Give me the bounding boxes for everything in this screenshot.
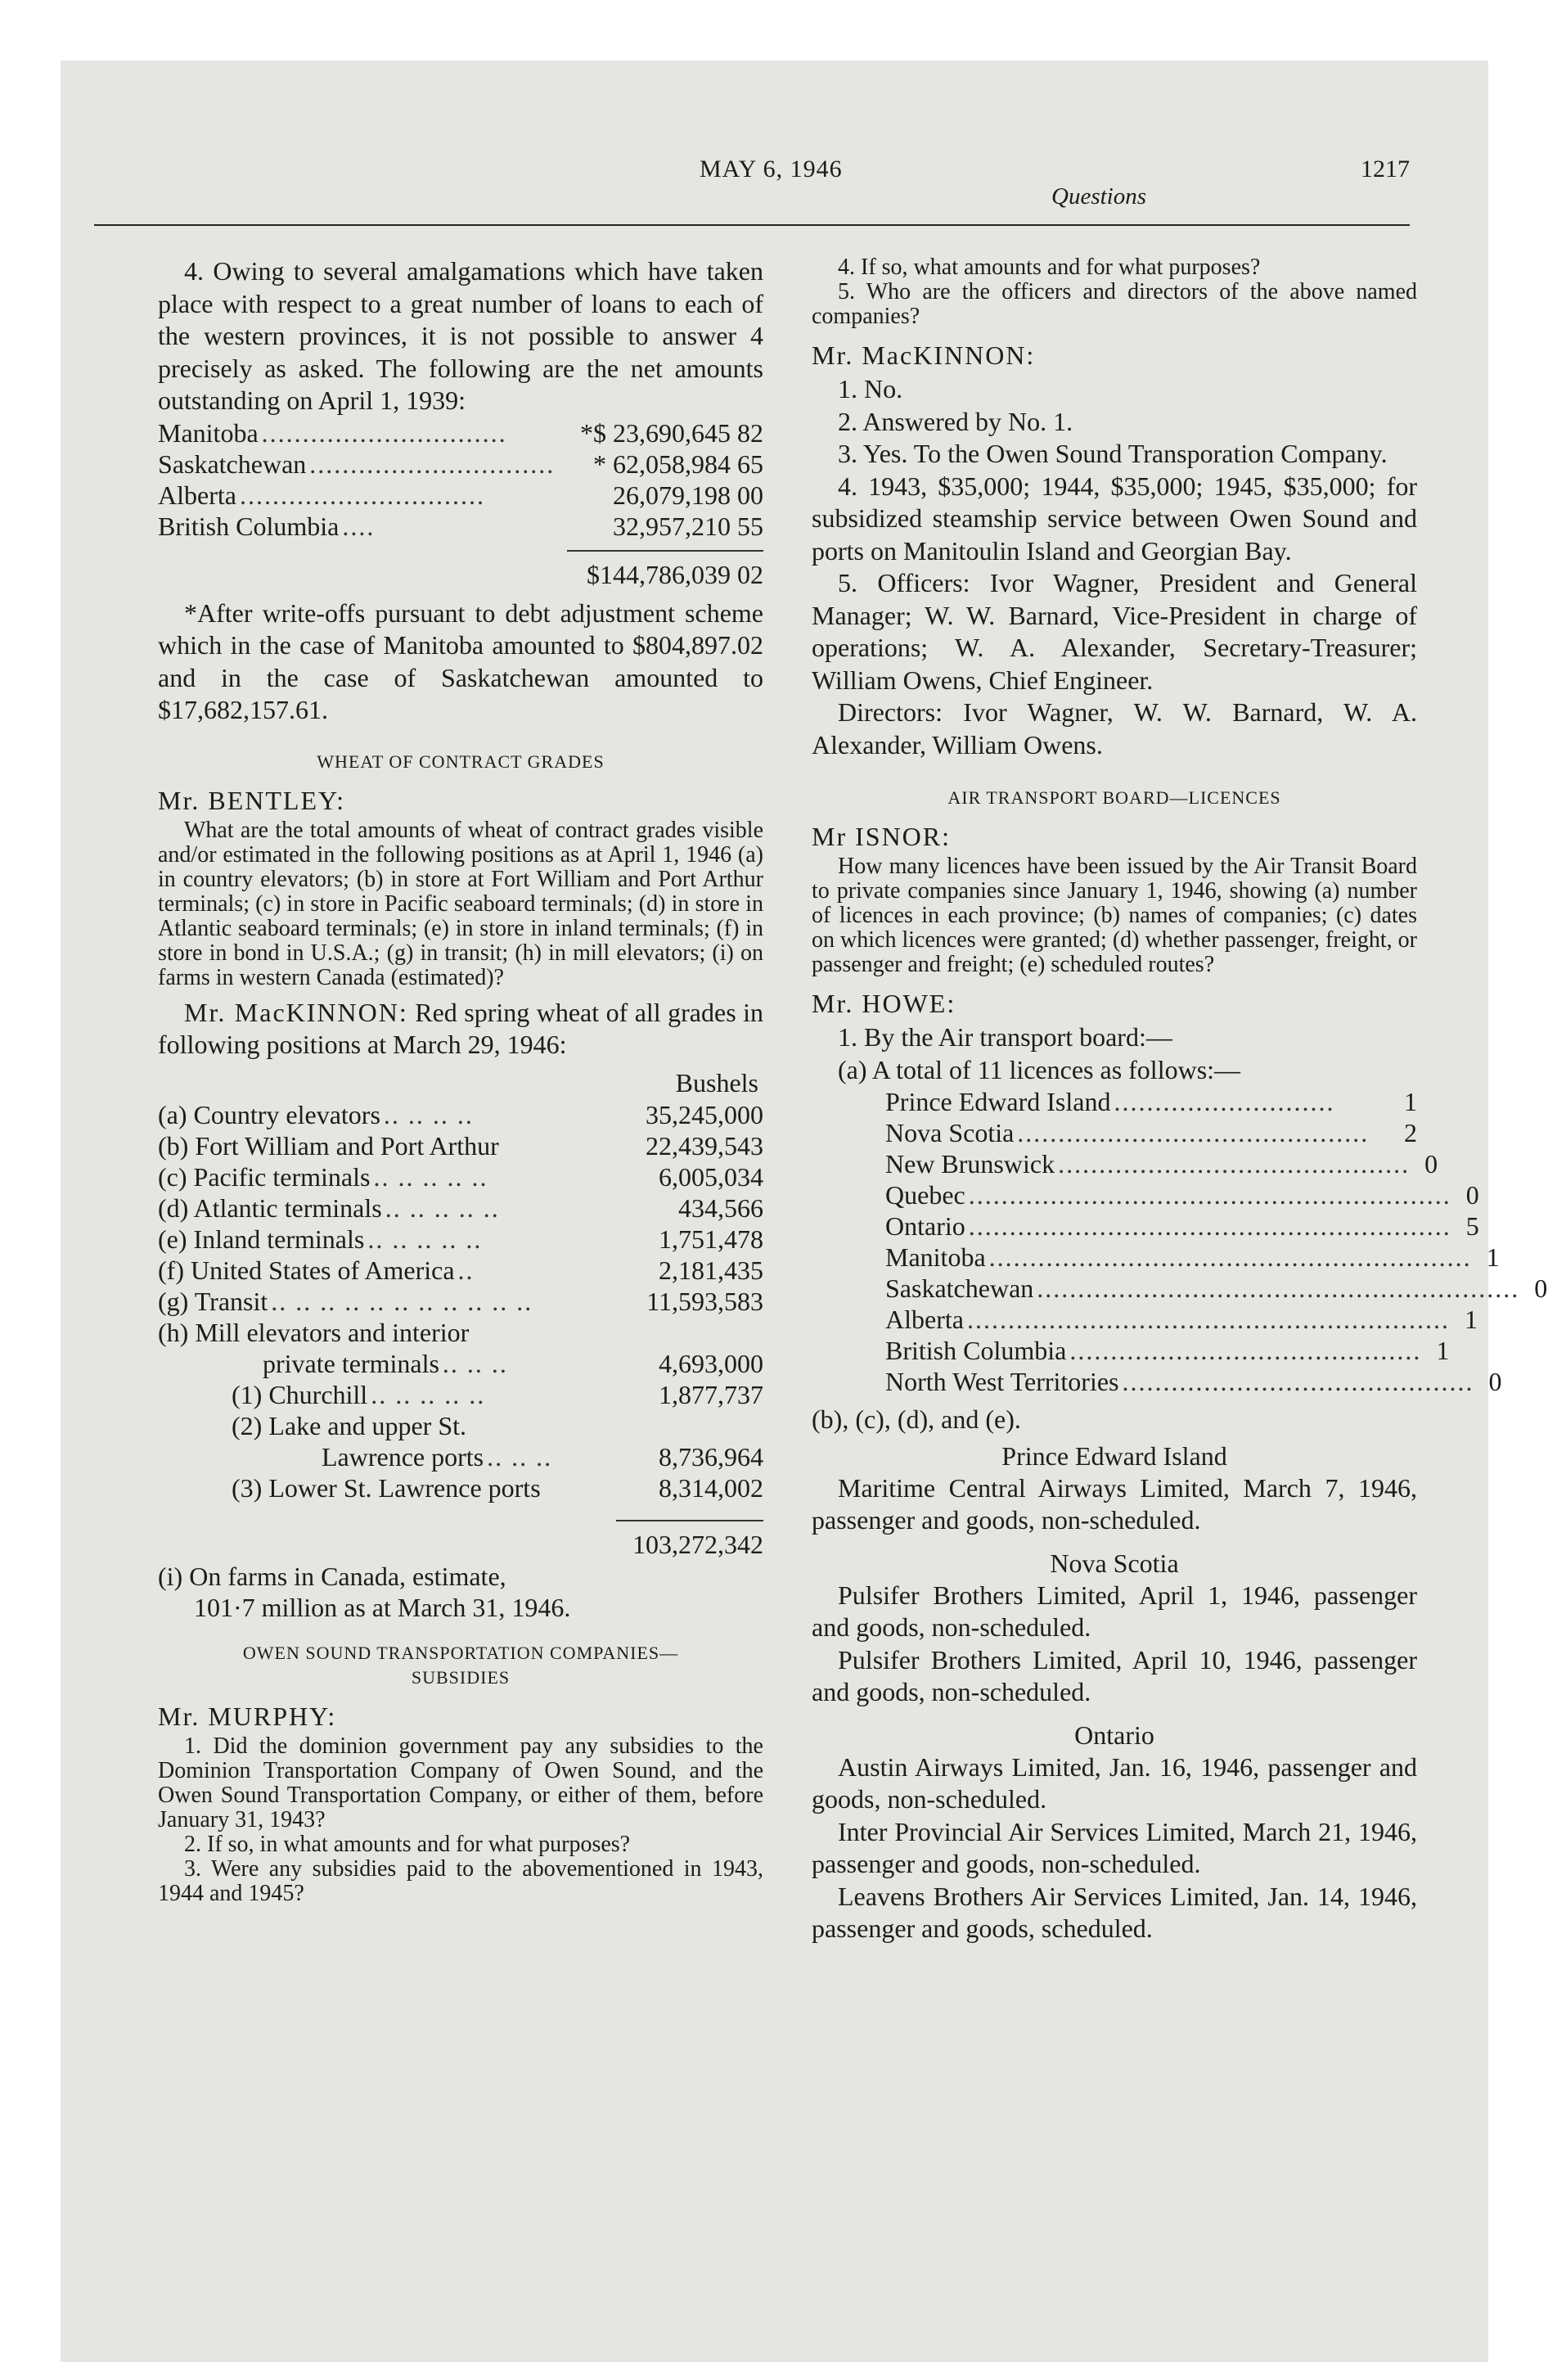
wheat-label: (2) Lake and upper St. xyxy=(232,1410,467,1440)
wheat-row-mill-line1 xyxy=(158,1317,763,1348)
wheat-row: (g) Transit .. .. .. .. .. .. .. .. .. .. .. 11,593,583 xyxy=(158,1286,763,1316)
owen-answer-2: 2. Answered by No. 1. xyxy=(838,406,1073,436)
licence-province: British Columbia xyxy=(885,1336,1067,1365)
licence-count: 1 xyxy=(1464,1305,1478,1334)
licence-row: Nova Scotia ........................................... 2 xyxy=(885,1118,1417,1147)
owen-heading xyxy=(158,1641,763,1690)
wheat-row: (c) Pacific terminals .. .. .. .. .. 6,005,034 xyxy=(158,1161,763,1192)
wheat-amount: 6,005,034 xyxy=(659,1161,763,1192)
ns-licence-2: Pulsifer Brothers Limited, April 10, 1946, passenger and goods, non-scheduled. xyxy=(812,1644,1417,1706)
wheat-label: (f) United States of America xyxy=(158,1255,455,1285)
speaker-mackinnon-2: Mr. MacKINNON: xyxy=(812,340,1036,370)
header-date: MAY 6, 1946 xyxy=(700,156,843,183)
wheat-row: (f) United States of America .. 2,181,435 xyxy=(158,1255,763,1285)
loan-label: British Columbia xyxy=(158,511,340,541)
wheat-amount: 8,736,964 xyxy=(659,1441,763,1472)
wheat-amount: 35,245,000 xyxy=(646,1099,763,1129)
loan-row: British Columbia .... 32,957,210 55 xyxy=(158,511,763,541)
speaker-isnor: Mr ISNOR: xyxy=(812,822,952,851)
loan-amount: 26,079,198 00 xyxy=(613,480,763,510)
licence-province: Manitoba xyxy=(885,1242,986,1272)
licence-row: New Brunswick ........................................... 0 xyxy=(885,1149,1438,1179)
licence-count: 2 xyxy=(1404,1118,1417,1147)
owen-answer-1: 1. No. xyxy=(838,374,903,403)
air-answer-a: (a) A total of 11 licences as follows:— xyxy=(838,1054,1241,1084)
wheat-amount: 1,877,737 xyxy=(659,1379,763,1409)
owen-heading-line1: OWEN SOUND TRANSPORTATION COMPANIES— xyxy=(242,1642,679,1663)
on-licence-2: Inter Provincial Air Services Limited, March 21, 1946, passenger and goods, non-scheduled. xyxy=(812,1816,1417,1878)
pei-licence-1: Maritime Central Airways Limited, March 7, 1946, passenger and goods, non-scheduled. xyxy=(812,1472,1417,1535)
header-section: Questions xyxy=(1051,183,1146,210)
wheat-label: (c) Pacific terminals xyxy=(158,1161,371,1192)
wheat-amount: 11,593,583 xyxy=(646,1286,763,1316)
licence-province: Ontario xyxy=(885,1211,965,1241)
licence-province: Alberta xyxy=(885,1305,964,1334)
loan-amount: *$ 23,690,645 82 xyxy=(580,417,763,448)
licence-row: British Columbia ........................................... 1 xyxy=(885,1336,1450,1365)
licence-row: Quebec ........................................................... 0 xyxy=(885,1180,1479,1210)
loan-row: Alberta .............................. 26,079,198 00 xyxy=(158,480,763,510)
loan-label: Manitoba xyxy=(158,417,259,448)
wheat-sum-rule xyxy=(616,1520,763,1521)
wheat-amount: 2,181,435 xyxy=(659,1255,763,1285)
speaker-bentley: Mr. BENTLEY: xyxy=(158,785,346,815)
header-rule xyxy=(94,224,1410,226)
pei-heading: Prince Edward Island xyxy=(1001,1440,1227,1471)
owen-answer-4: 4. 1943, $35,000; 1944, $35,000; 1945, $35,000; for subsidized steamship service between Owen Sound and ports on Manitoulin Island and Georgian Bay. xyxy=(812,471,1417,566)
owen-question-1: 1. Did the dominion government pay any subsidies to the Dominion Transportation Company of Owen Sound, and the Owen Sound Transportation Company, or either of them, before January 31, 1943? xyxy=(158,1733,763,1832)
licence-count: 1 xyxy=(1486,1242,1500,1272)
loan-row: Manitoba .............................. *$ 23,690,645 82 xyxy=(158,417,763,448)
wheat-row: (d) Atlantic terminals .. .. .. .. .. 434,566 xyxy=(158,1192,763,1223)
air-question: How many licences have been issued by the Air Transit Board to private companies since January 1, 1946, showing (a) number of licences in each province; (b) names of companies; (c) dates on which licences were granted; (d) whether passenger, freight, or passenger and freight; (e) scheduled routes? xyxy=(812,854,1417,977)
licence-count: 5 xyxy=(1465,1211,1479,1241)
right-column xyxy=(812,255,1548,1945)
wheat-label: (g) Transit xyxy=(158,1286,268,1316)
licence-row: Prince Edward Island ........................... 1 xyxy=(885,1087,1417,1116)
loans-footnote: *After write-offs pursuant to debt adjustment scheme which in the case of Manitoba amounted to $804,897.02 and in the case of Saskatchewan amounted to $17,682,157.61. xyxy=(158,597,763,724)
loans-sum-rule xyxy=(567,550,763,552)
ns-licence-1: Pulsifer Brothers Limited, April 1, 1946, passenger and goods, non-scheduled. xyxy=(812,1580,1417,1642)
wheat-amount: 4,693,000 xyxy=(659,1348,763,1378)
wheat-row-mill: private terminals .. .. .. 4,693,000 xyxy=(158,1348,763,1379)
wheat-amount: 434,566 xyxy=(678,1192,763,1223)
speaker-howe: Mr. HOWE: xyxy=(812,989,956,1018)
licence-row: Ontario ........................................................... 5 xyxy=(885,1211,1479,1241)
licence-count: 0 xyxy=(1424,1149,1438,1179)
wheat-row xyxy=(158,1130,763,1161)
owen-question-5: 5. Who are the officers and directors of the above named companies? xyxy=(812,279,1417,329)
wheat-total: 103,272,342 xyxy=(632,1529,763,1559)
owen-question-4: 4. If so, what amounts and for what purposes? xyxy=(838,255,1261,280)
owen-answer-5: 5. Officers: Ivor Wagner, President and General Manager; W. W. Barnard, Vice-President in charge of operations; W. A. Alexander, Secretary-Treasurer; William Owens, Chief Engineer. xyxy=(812,568,1417,695)
wheat-label: (h) Mill elevators and interior xyxy=(158,1317,470,1347)
wheat-answer-text: Red spring wheat of all grades in following positions at March 29, 1946: xyxy=(158,997,764,1059)
licence-province: New Brunswick xyxy=(885,1149,1055,1179)
on-heading: Ontario xyxy=(1074,1720,1154,1750)
wheat-label: private terminals xyxy=(263,1348,439,1378)
licence-province: North West Territories xyxy=(885,1367,1119,1396)
bushels-label: Bushels xyxy=(675,1067,758,1098)
loan-amount: 32,957,210 55 xyxy=(613,511,763,541)
licence-count: 1 xyxy=(1436,1336,1450,1365)
wheat-label: (b) Fort William and Port Arthur xyxy=(158,1130,499,1161)
wheat-heading: WHEAT OF CONTRACT GRADES xyxy=(317,751,605,772)
wheat-answer xyxy=(158,997,763,1062)
licence-province: Prince Edward Island xyxy=(885,1087,1111,1116)
wheat-amount: 1,751,478 xyxy=(659,1224,763,1254)
air-answer-bcde: (b), (c), (d), and (e). xyxy=(812,1404,1021,1434)
wheat-label: (a) Country elevators xyxy=(158,1099,380,1129)
licence-row: Manitoba ........................................................... 1 xyxy=(885,1242,1500,1272)
wheat-row-lower xyxy=(158,1472,763,1503)
licence-count: 1 xyxy=(1404,1087,1417,1116)
wheat-label: (1) Churchill xyxy=(232,1379,368,1409)
farms-line2: 101·7 million as at March 31, 1946. xyxy=(194,1592,571,1622)
page-header xyxy=(94,156,1410,210)
owen-directors: Directors: Ivor Wagner, W. W. Barnard, W. A. Alexander, William Owens. xyxy=(812,697,1417,760)
loan-label: Alberta xyxy=(158,480,236,510)
wheat-amount: 22,439,543 xyxy=(646,1130,763,1161)
licence-row: Alberta ........................................................... 1 xyxy=(885,1305,1478,1334)
wheat-question: What are the total amounts of wheat of contract grades visible and/or estimated in the following positions as at April 1, 1946 (a) in country elevators; (b) in store at Fort William and Port Arthur terminals; (c) in store in Pacific seaboard terminals; (d) in store in Atlantic seaboard terminals; (e) in store in inland terminals; (f) in store in bond in U.S.A.; (g) in transit; (h) in mill elevators; (i) on farms in western Canada (estimated)? xyxy=(158,817,763,990)
owen-answer-3: 3. Yes. To the Owen Sound Transporation Company. xyxy=(838,439,1388,468)
on-licence-3: Leavens Brothers Air Services Limited, Jan. 14, 1946, passenger and goods, scheduled. xyxy=(812,1881,1417,1943)
wheat-row: (a) Country elevators .. .. .. .. 35,245,000 xyxy=(158,1099,763,1129)
farms-line1: (i) On farms in Canada, estimate, xyxy=(158,1561,506,1591)
loans-total: $144,786,039 02 xyxy=(587,559,763,589)
left-column xyxy=(158,255,763,1906)
loan-row: Saskatchewan .............................. * 62,058,984 65 xyxy=(158,449,763,479)
wheat-label: (3) Lower St. Lawrence ports xyxy=(232,1472,541,1503)
licence-count: 0 xyxy=(1465,1180,1479,1210)
loan-amount: * 62,058,984 65 xyxy=(593,449,763,479)
header-page-number: 1217 xyxy=(1361,156,1410,183)
wheat-row-churchill: (1) Churchill .. .. .. .. .. 1,877,737 xyxy=(158,1379,763,1410)
speaker-murphy: Mr. MURPHY: xyxy=(158,1701,337,1731)
owen-question-2: 2. If so, in what amounts and for what purposes? xyxy=(184,1831,631,1857)
licence-province: Nova Scotia xyxy=(885,1118,1015,1147)
on-licence-1: Austin Airways Limited, Jan. 16, 1946, passenger and goods, non-scheduled. xyxy=(812,1751,1417,1814)
licence-province: Saskatchewan xyxy=(885,1273,1034,1303)
wheat-row-lake-line1 xyxy=(158,1410,763,1441)
wheat-amount: 8,314,002 xyxy=(659,1472,763,1503)
wheat-label: Lawrence ports xyxy=(322,1441,484,1472)
loan-label: Saskatchewan xyxy=(158,449,307,479)
owen-question-3: 3. Were any subsidies paid to the abovementioned in 1943, 1944 and 1945? xyxy=(158,1855,763,1906)
speaker-mackinnon: Mr. MacKINNON: xyxy=(184,997,408,1027)
owen-heading-line2: SUBSIDIES xyxy=(411,1666,511,1688)
ns-heading: Nova Scotia xyxy=(1050,1548,1179,1578)
licence-row: Saskatchewan ........................................................... 0 xyxy=(885,1273,1548,1303)
licence-province: Quebec xyxy=(885,1180,965,1210)
wheat-row-lake: Lawrence ports .. .. .. 8,736,964 xyxy=(158,1441,763,1472)
licence-row: North West Territories ........................................... 0 xyxy=(885,1367,1502,1396)
licence-count: 0 xyxy=(1488,1367,1502,1396)
wheat-row: (e) Inland terminals .. .. .. .. .. 1,751,478 xyxy=(158,1224,763,1254)
licence-count: 0 xyxy=(1534,1273,1548,1303)
wheat-label: (e) Inland terminals xyxy=(158,1224,365,1254)
air-answer-1: 1. By the Air transport board:— xyxy=(838,1022,1172,1052)
loans-intro: 4. Owing to several amalgamations which have taken place with respect to a great number of loans to each of the western provinces, it is not possible to answer 4 precisely as asked. The following are the net amounts outstanding on April 1, 1939: xyxy=(158,256,763,415)
wheat-label: (d) Atlantic terminals xyxy=(158,1192,382,1223)
air-heading: AIR TRANSPORT BOARD—LICENCES xyxy=(947,787,1281,808)
